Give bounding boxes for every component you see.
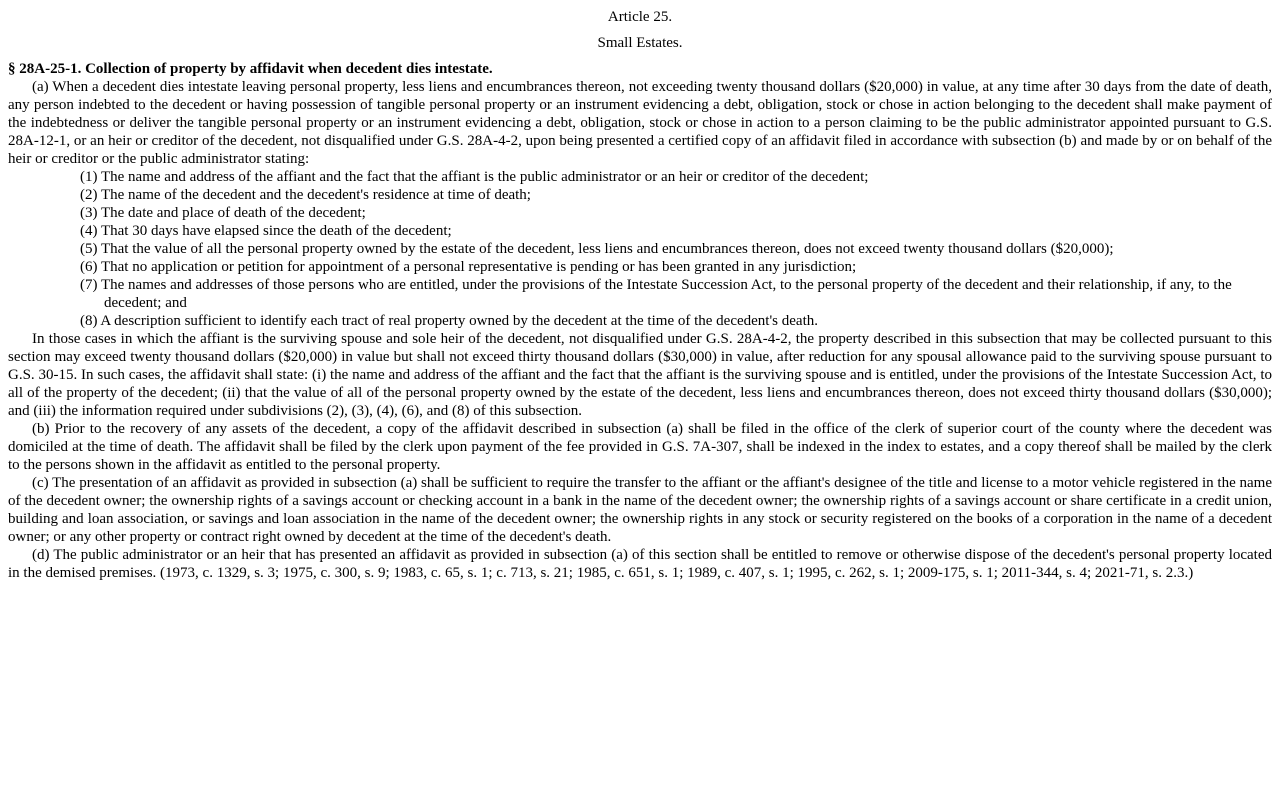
list-item: (2) The name of the decedent and the decedent's residence at time of death;: [80, 187, 531, 203]
section-heading: § 28A-25-1. Collection of property by affidavit when decedent dies intestate.: [8, 61, 493, 77]
subsection-b: (b) Prior to the recovery of any assets of the decedent, a copy of the affidavit described in subsection (a) shall be filed in the office of the clerk of superior court of the county where the decedent was domiciled at the time of death. The affidavit shall be filed by the clerk upon payment of the fee provided in G.S. 7A-307, shall be indexed in the index to estates, and a copy thereof shall be mailed by the clerk to the persons shown in the affidavit as entitled to the personal property.: [8, 421, 1272, 473]
subsection-c: (c) The presentation of an affidavit as provided in subsection (a) shall be sufficient to require the transfer to the affiant or the affiant's designee of the title and license to a motor vehicle registered in the name of the decedent owner; the ownership rights of a savings account or checking account in a bank in the name of the decedent owner; the ownership rights of a savings account or share certificate in a credit union, building and loan association, or savings and loan association in the name of the decedent owner; the ownership rights in any stock or security registered on the books of a corporation in the name of a decedent owner; or any other property or contract right owned by decedent at the time of the decedent's death.: [8, 475, 1272, 545]
list-item: (7) The names and addresses of those persons who are entitled, under the provisions of the Intestate Succession Act, to the personal property of the decedent and their relationship, if any, to the decedent; and: [80, 277, 1232, 311]
list-item: (8) A description sufficient to identify each tract of real property owned by the decedent at the time of the decedent's death.: [80, 313, 818, 329]
subsection-d: (d) The public administrator or an heir that has presented an affidavit as provided in subsection (a) of this section shall be entitled to remove or otherwise dispose of the decedent's personal property located in the demised premises. (1973, c. 1329, s. 3; 1975, c. 300, s. 9; 1983, c. 65, s. 1; c. 713, s. 21; 1985, c. 651, s. 1; 1989, c. 407, s. 1; 1995, c. 262, s. 1; 2009-175, s. 1; 2011-344, s. 4; 2021-71, s. 2.3.): [8, 547, 1272, 581]
subsection-a: (a) When a decedent dies intestate leaving personal property, less liens and encumbrances thereon, not exceeding twenty thousand dollars ($20,000) in value, at any time after 30 days from the date of death, any person indebted to the decedent or having possession of tangible personal property or an instrument evidencing a debt, obligation, stock or chose in action belonging to the decedent shall make payment of the indebtedness or deliver the tangible personal property or an instrument evidencing a debt, obligation, stock or chose in action to a person claiming to be the public administrator appointed pursuant to G.S. 28A-12-1, or an heir or creditor of the decedent, not disqualified under G.S. 28A-4-2, upon being presented a certified copy of an affidavit filed in accordance with subsection (b) and made by or on behalf of the heir or creditor or the public administrator stating:: [8, 79, 1272, 167]
article-title: Article 25.: [607, 9, 673, 25]
surviving-spouse-paragraph: In those cases in which the affiant is the surviving spouse and sole heir of the decedent, not disqualified under G.S. 28A-4-2, the property described in this subsection that may be collected pursuant to this section may exceed twenty thousand dollars ($20,000) in value but shall not exceed thirty thousand dollars ($30,000) in value, after reduction for any spousal allowance paid to the surviving spouse pursuant to G.S. 30-15. In such cases, the affidavit shall state: (i) the name and address of the affiant and the fact that the affiant is the surviving spouse and is entitled, under the provisions of the Intestate Succession Act, to all of the property of the decedent; (ii) that the value of all of the personal property owned by the estate of the decedent, less liens and encumbrances thereon, does not exceed thirty thousand dollars ($30,000); and (iii) the information required under subdivisions (2), (3), (4), (6), and (8) of this subsection.: [8, 331, 1272, 419]
list-item: (6) That no application or petition for appointment of a personal representative is pending or has been granted in any jurisdiction;: [80, 259, 857, 275]
list-item: (5) That the value of all the personal property owned by the estate of the decedent, less liens and encumbrances thereon, does not exceed twenty thousand dollars ($20,000);: [80, 241, 1114, 257]
list-item: (3) The date and place of death of the decedent;: [80, 205, 366, 221]
article-subtitle: Small Estates.: [597, 35, 683, 51]
list-item: (1) The name and address of the affiant and the fact that the affiant is the public administrator or an heir or creditor of the decedent;: [80, 169, 869, 185]
list-item: (4) That 30 days have elapsed since the death of the decedent;: [80, 223, 452, 239]
